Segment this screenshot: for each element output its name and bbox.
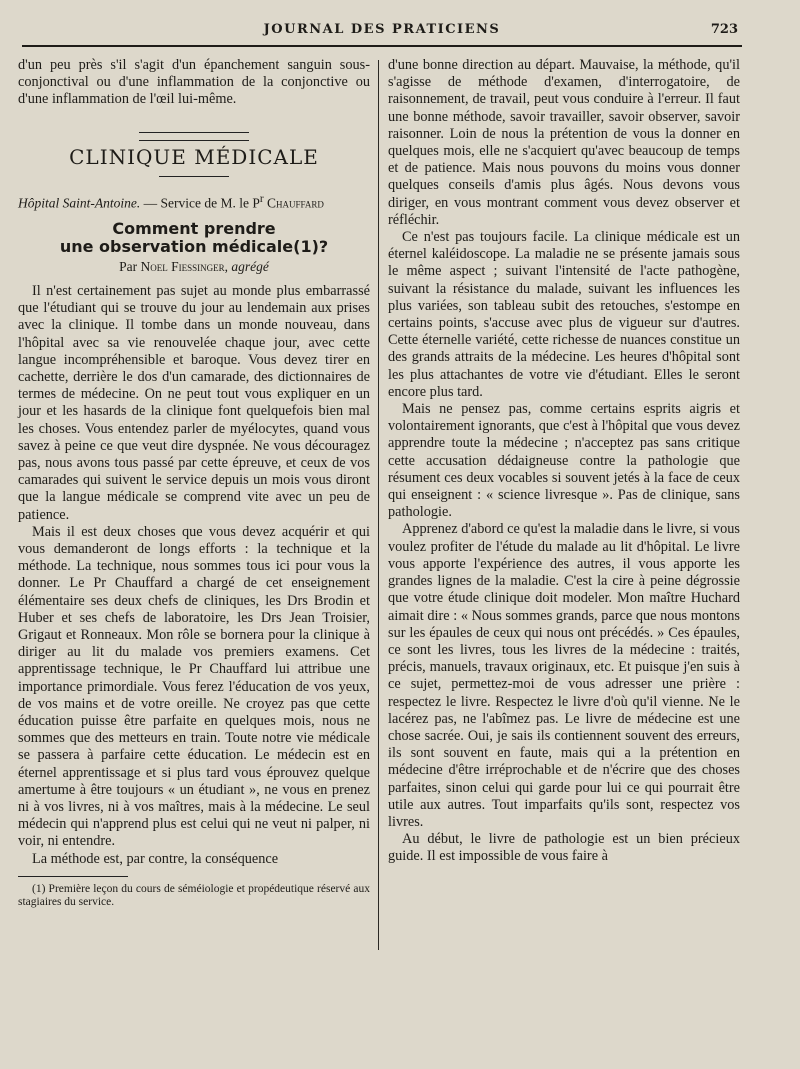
footnote-rule [18, 876, 128, 877]
hospital-name: Hôpital Saint-Antoine. [18, 195, 141, 211]
left-paragraph-1: Il n'est certainement pas sujet au monde plus embarrassé que l'étudiant qui se trouve du jour au lendemain aux prises avec la clinique. Il tombe dans un monde nouveau, dans l'hôpital avec sa vie renouvelée chaque jour, avec cette langue incompréhensible et baroque. Vous devez tirer en cachette, derrière le dos d'un camarade, des dictionnaires de termes de médecine. On ne peut tout vous expliquer en un jour et les hasards de la clinique font quelquefois bien mal les choses. Vous entendez parler de myélocytes, quand vous savez à peine ce que veut dire dyspnée. Ne vous découragez pas, nous avons tous passé par cette épreuve, et ceux de vos camarades qui suivent le service depuis un mois vous diront que la langue médicale se comprend vite avec un peu de patience. [18, 282, 370, 523]
service-prefix: — Service de M. le P [140, 195, 260, 211]
article-title [18, 220, 370, 256]
footnote: (1) Première leçon du cours de séméiologie et propédeutique réservé aux stagiaires du service. [18, 882, 370, 908]
right-paragraph-2: Ce n'est pas toujours facile. La clinique médicale est un éternel kaléidoscope. La maladie ne se présente jamais sous le même aspect ; suivant l'intensité de l'acte pathogène, suivant la résistance du malade, suivant les influences les plus variées, son tableau subit des retouches, s'estompe en certains points, s'accuse avec plus de vigueur sur d'autres. Cette éternelle variété, cette richesse de nuances constitue un des grands attraits de la médecine. Les heures d'hôpital sont les plus attachantes de votre vie d'étudiant. Elles le seront encore plus tard. [388, 229, 740, 400]
article-title-line2: une observation médicale(1)? [59, 236, 329, 256]
left-paragraph-2: Mais il est deux choses que vous devez acquérir et qui vous demanderont de longs efforts : la technique et la méthode. La technique, nous sommes tous ici pour vous la donner. Le Pr Chauffard a chargé de cet enseignement élémentaire ses deux chefs de cliniques, les Drs Brodin et Huber et ses chefs de laboratoire, les Drs Jean Troisier, Grigaut et Ronneaux. Mon rôle se bornera pour la clinique à diriger au lit du malade vos premiers examens. Cet apprentissage technique, le Pr Chauffard lui attribue une importance primordiale. Vous ferez l'éducation de vos yeux, de vos mains et de votre oreille. Ne croyez pas que cette éducation puisse être parfaite en quelques mois, nous ne sommes que des metteurs en train. Toute notre vie médicale se passera à parfaire cette éducation. Le médecin est en éternel apprentissage et si plus tard vous éprouvez quelque amertume à être toujours « un étudiant », ne vous en prenez ni à vos livres, ni à vos maîtres, mais à la médecine. Le seul médecin qui n'apprend plus est celui qui ne veut ni palper, ni voir, ni entendre. [18, 523, 370, 850]
byline [18, 258, 370, 275]
column-divider [378, 60, 379, 950]
opening-paragraph: d'un peu près s'il s'agit d'un épanchement sanguin sous-conjonctival ou d'une inflammation de la conjonctive ou d'une inflammation de l'œil lui-même. [18, 57, 370, 108]
right-paragraph-1: d'une bonne direction au départ. Mauvaise, la méthode, qu'il s'agisse de méthode d'examen, d'interrogatoire, de raisonnement, de travail, peut vous conduire à l'erreur. Il faut une bonne méthode, savoir travailler, savoir observer, savoir raisonner. Loin de nous la prétention de vous la donner en quelques mois, elle ne s'acquiert qu'avec beaucoup de temps et de patience. Mais nous pouvons du moins vous donner quelques conseils d'amis plus âgés. Nous devons vous diriger, en vous montrant comment vous devez observer et réfléchir. [388, 57, 740, 228]
service-name: Chauffard [266, 195, 324, 211]
right-paragraph-5: Au début, le livre de pathologie est un bien précieux guide. Il est impossible de vous faire à [388, 831, 740, 865]
section-rule [159, 176, 229, 177]
byline-author: Noel Fiessinger, [140, 258, 228, 274]
right-paragraph-4: Apprenez d'abord ce qu'est la maladie dans le livre, si vous voulez profiter de l'étude du malade au lit d'hôpital. Le livre vous apporte l'expérience des autres, il vous apporte les grandes lignes de la maladie. C'est la cire à peine dégrossie que votre étude clinique doit modeler. Mon maître Huchard aimait dire : « Nous sommes grands, parce que nous montons sur les épaules de ceux qui nous ont précédés. » Ces épaules, ce sont les livres, tous les livres de la médecine : traités, précis, manuels, travaux originaux, etc. Et puisque j'en suis à ce sujet, permettez-moi de vous adresser une prière : respectez le livre. Respectez le livre d'où qu'il vienne. Ne le lacérez pas, ne l'abîmez pas. Le livre de médecine est une chose sacrée. Oui, je sais ils contiennent souvent des erreurs, ils sont souvent en faute, mais qui a la prétention en médecine d'être irréprochable et de n'écrire que des choses parfaites, sinon celui qui garde pour lui ce qui pourrait être utile aux autres. Tout imparfaits qu'ils sont, respectez vos livres. [388, 521, 740, 830]
section-title: CLINIQUE MÉDICALE [69, 144, 319, 169]
service-line [18, 191, 370, 212]
right-paragraph-3: Mais ne pensez pas, comme certains esprits aigris et volontairement ignorants, que c'est à l'hôpital que vous devez apprendre toute la médecine ; n'acceptez pas sans critique cette accusation dédaigneuse contre la pathologie que résument ces deux vocables si souvent jetés à la face de ceux qui enseignent : « science livresque ». Pas de clinique, sans pathologie. [388, 401, 740, 521]
byline-prefix: Par [119, 258, 141, 274]
ornament-rule [18, 121, 370, 141]
journal-title: JOURNAL DES PRATICIENS [263, 22, 501, 37]
service-sup: r [259, 193, 264, 206]
running-head [22, 18, 742, 44]
left-column [18, 57, 370, 909]
left-paragraph-3: La méthode est, par contre, la conséquence [32, 850, 279, 867]
byline-role: agrégé [228, 258, 269, 274]
right-column [388, 57, 740, 866]
header-rule [22, 45, 742, 47]
article-title-line1: Comment prendre [112, 218, 276, 238]
page-number: 723 [710, 22, 738, 37]
